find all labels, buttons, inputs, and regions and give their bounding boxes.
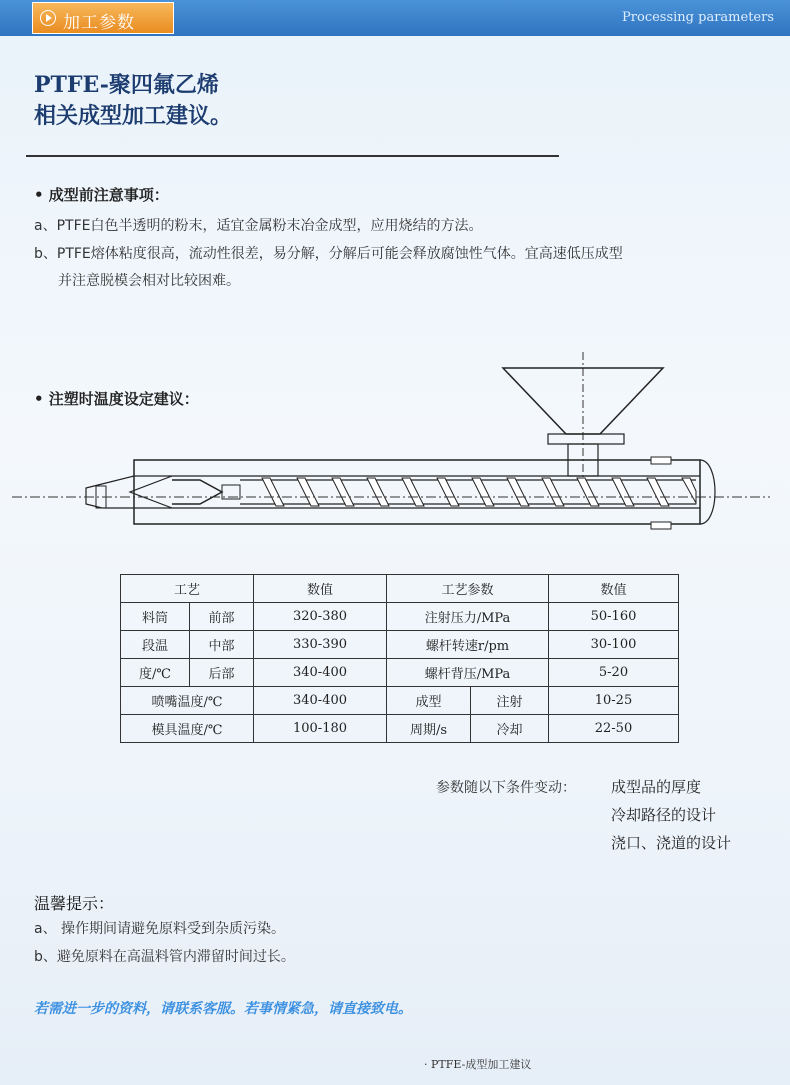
table-cell: 螺杆背压/MPa <box>387 659 549 687</box>
section-tab-label: 加工参数 <box>63 13 135 33</box>
page-title-line-2: 相关成型加工建议。 <box>34 103 233 129</box>
tip-item: b、避免原料在高温料管内滞留时间过长。 <box>34 949 295 965</box>
table-cell: 340-400 <box>254 659 387 687</box>
header-english-title: Processing parameters <box>622 10 774 25</box>
table-row <box>121 603 679 631</box>
pre-molding-item-b-cont: 并注意脱模会相对比较困难。 <box>58 273 240 289</box>
table-row <box>121 631 679 659</box>
table-cell: 周期/s <box>387 715 471 743</box>
injection-machine-diagram <box>0 340 790 550</box>
table-cell: 330-390 <box>254 631 387 659</box>
table-header: 数值 <box>549 575 679 603</box>
conditions-label: 参数随以下条件变动： <box>436 780 576 796</box>
table-cell: 模具温度/℃ <box>121 715 254 743</box>
title-divider <box>26 155 559 157</box>
heater-band-top <box>651 457 671 464</box>
table-cell: 50-160 <box>549 603 679 631</box>
table-cell: 度/℃ <box>121 659 190 687</box>
page-title-line-1: PTFE-聚四氟乙烯 <box>34 72 219 98</box>
header-bar <box>0 0 790 36</box>
table-cell: 冷却 <box>471 715 549 743</box>
parameter-table <box>120 574 679 743</box>
table-cell: 注射 <box>471 687 549 715</box>
contact-note: 若需进一步的资料，请联系客服。若事情紧急，请直接致电。 <box>34 1001 412 1017</box>
screw-flights <box>262 478 696 506</box>
table-cell: 成型 <box>387 687 471 715</box>
table-cell: 30-100 <box>549 631 679 659</box>
condition-item: 成型品的厚度 <box>611 778 702 796</box>
table-cell: 320-380 <box>254 603 387 631</box>
heater-band-bottom <box>651 522 671 529</box>
table-cell: 段温 <box>121 631 190 659</box>
table-cell: 10-25 <box>549 687 679 715</box>
table-cell: 前部 <box>190 603 254 631</box>
hopper-flange <box>548 434 624 444</box>
tips-title: 温馨提示： <box>34 894 115 913</box>
screw-tip <box>172 480 222 504</box>
table-cell: 22-50 <box>549 715 679 743</box>
table-header: 数值 <box>254 575 387 603</box>
table-cell: 100-180 <box>254 715 387 743</box>
table-row <box>121 659 679 687</box>
pre-molding-heading: • 成型前注意事项： <box>34 186 169 204</box>
table-cell: 5-20 <box>549 659 679 687</box>
table-row <box>121 687 679 715</box>
table-cell: 料筒 <box>121 603 190 631</box>
pre-molding-item-b: b、PTFE熔体粘度很高，流动性很差，易分解，分解后可能会释放腐蚀性气体。宜高速低压成型 <box>34 246 623 262</box>
play-icon <box>40 10 56 26</box>
section-tab[interactable] <box>32 2 174 34</box>
condition-item: 浇口、浇道的设计 <box>611 834 732 852</box>
temperature-heading: • 注塑时温度设定建议： <box>34 390 199 408</box>
tip-item: a、 操作期间请避免原料受到杂质污染。 <box>34 921 286 937</box>
table-cell: 喷嘴温度/℃ <box>121 687 254 715</box>
condition-item: 冷却路径的设计 <box>611 806 717 824</box>
table-cell: 后部 <box>190 659 254 687</box>
table-cell: 中部 <box>190 631 254 659</box>
table-header: 工艺 <box>121 575 254 603</box>
page-title <box>34 70 232 132</box>
pre-molding-item-a: a、PTFE白色半透明的粉末，适宜金属粉末冶金成型，应用烧结的方法。 <box>34 218 483 234</box>
table-cell: 340-400 <box>254 687 387 715</box>
nozzle <box>86 476 134 508</box>
table-header-row <box>121 575 679 603</box>
page-footer: · PTFE-成型加工建议 <box>424 1058 532 1071</box>
table-cell: 螺杆转速r/pm <box>387 631 549 659</box>
table-header: 工艺参数 <box>387 575 549 603</box>
table-row <box>121 715 679 743</box>
table-cell: 注射压力/MPa <box>387 603 549 631</box>
